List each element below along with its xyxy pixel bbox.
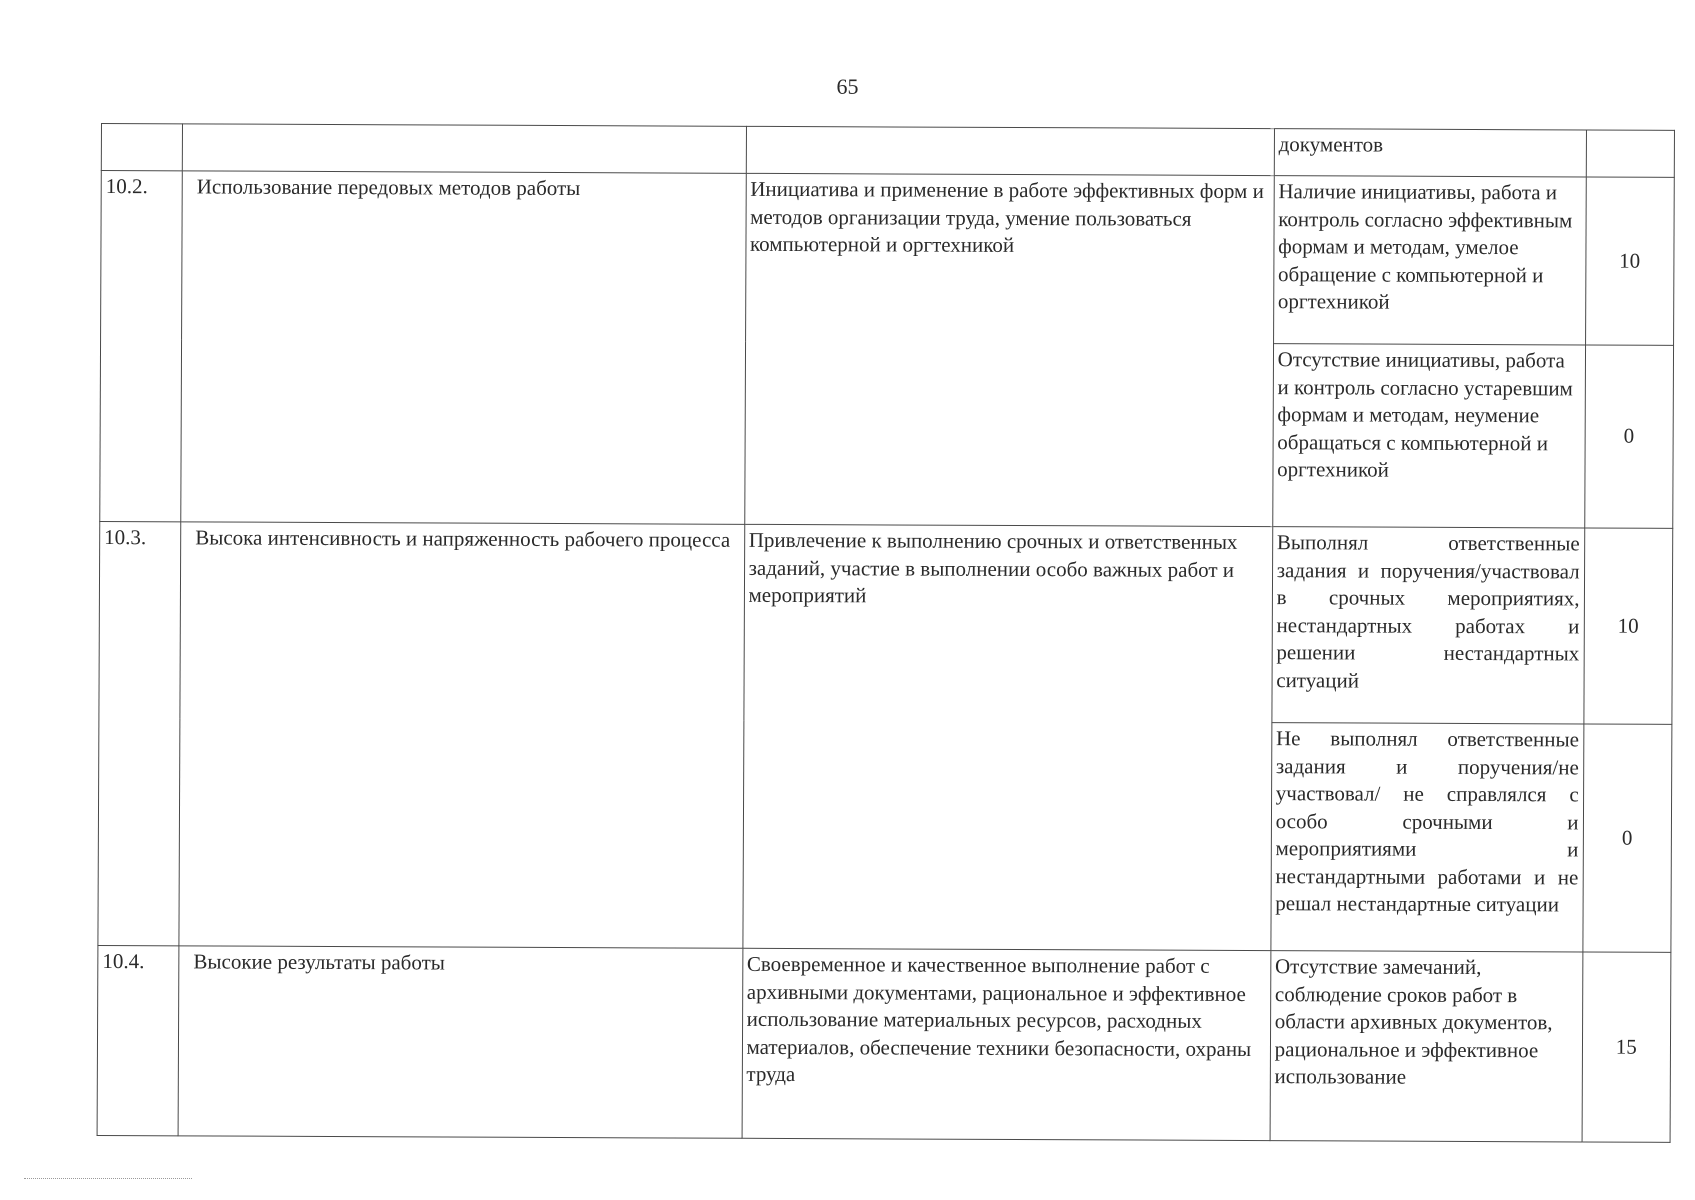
cell-num-empty xyxy=(101,124,182,171)
cell-description: Привлечение к выполнению срочных и ответственных заданий, участие в выполнении особо важных работ и мероприятий xyxy=(742,524,1272,950)
cell-num: 10.4. xyxy=(97,945,179,1135)
cell-name-empty xyxy=(182,124,746,173)
table-row-10-2-a xyxy=(101,171,1675,346)
cell-description-empty xyxy=(746,126,1274,175)
cell-num: 10.2. xyxy=(100,171,183,522)
cell-indicator-name: Высокие результаты работы xyxy=(178,946,742,1138)
cell-score-empty xyxy=(1586,130,1675,177)
cell-description: Инициатива и применение в работе эффективных форм и методов организации труда, умение пользоваться компьютерной и оргтехникой xyxy=(744,173,1274,526)
cell-score: 0 xyxy=(1584,345,1673,528)
footer-rule xyxy=(24,1178,192,1179)
cell-indicator-name: Использование передовых методов работы xyxy=(181,171,746,524)
table-row-continuation xyxy=(101,124,1674,178)
cell-score: 10 xyxy=(1585,177,1674,345)
cell-indicator-name: Высока интенсивность и напряженность рабочего процесса xyxy=(179,522,744,948)
cell-criterion-continuation: документов xyxy=(1274,129,1586,177)
cell-criterion: Отсутствие замечаний, соблюдение сроков работ в области архивных документов, рациональное и эффективное использование xyxy=(1270,951,1583,1142)
cell-num: 10.3. xyxy=(98,521,181,945)
cell-score: 0 xyxy=(1582,724,1671,952)
cell-score: 15 xyxy=(1582,952,1671,1142)
evaluation-table xyxy=(97,123,1675,1143)
cell-criterion: Отсутствие инициативы, работа и контроль согласно устаревшим формам и методам, неумение обращаться с компьютерной и оргтехникой xyxy=(1272,344,1585,528)
cell-criterion: Наличие инициативы, работа и контроль согласно эффективным формам и методам, умелое обращение с компьютерной и оргтехникой xyxy=(1273,176,1586,345)
cell-score: 10 xyxy=(1583,528,1672,724)
table-row-10-4 xyxy=(97,945,1671,1142)
table-row-10-3-a xyxy=(99,521,1673,724)
cell-criterion: Не выполнял ответственные задания и поручения/не участвовал/ не справлялся с особо срочными и мероприятиями и нестандартными работами и не решал нестандартные ситуации xyxy=(1271,723,1584,952)
page-number: 65 xyxy=(836,74,859,99)
cell-description: Своевременное и качественное выполнение работ с архивными документами, рациональное и эффективное использование материальных ресурсов, расходных материалов, обеспечение техники безопасности, охраны труда xyxy=(742,948,1271,1140)
cell-criterion: Выполнял ответственные задания и поручения/участвовал в срочных мероприятиях, нестандартных работах и решении нестандартных ситуаций xyxy=(1272,527,1585,724)
